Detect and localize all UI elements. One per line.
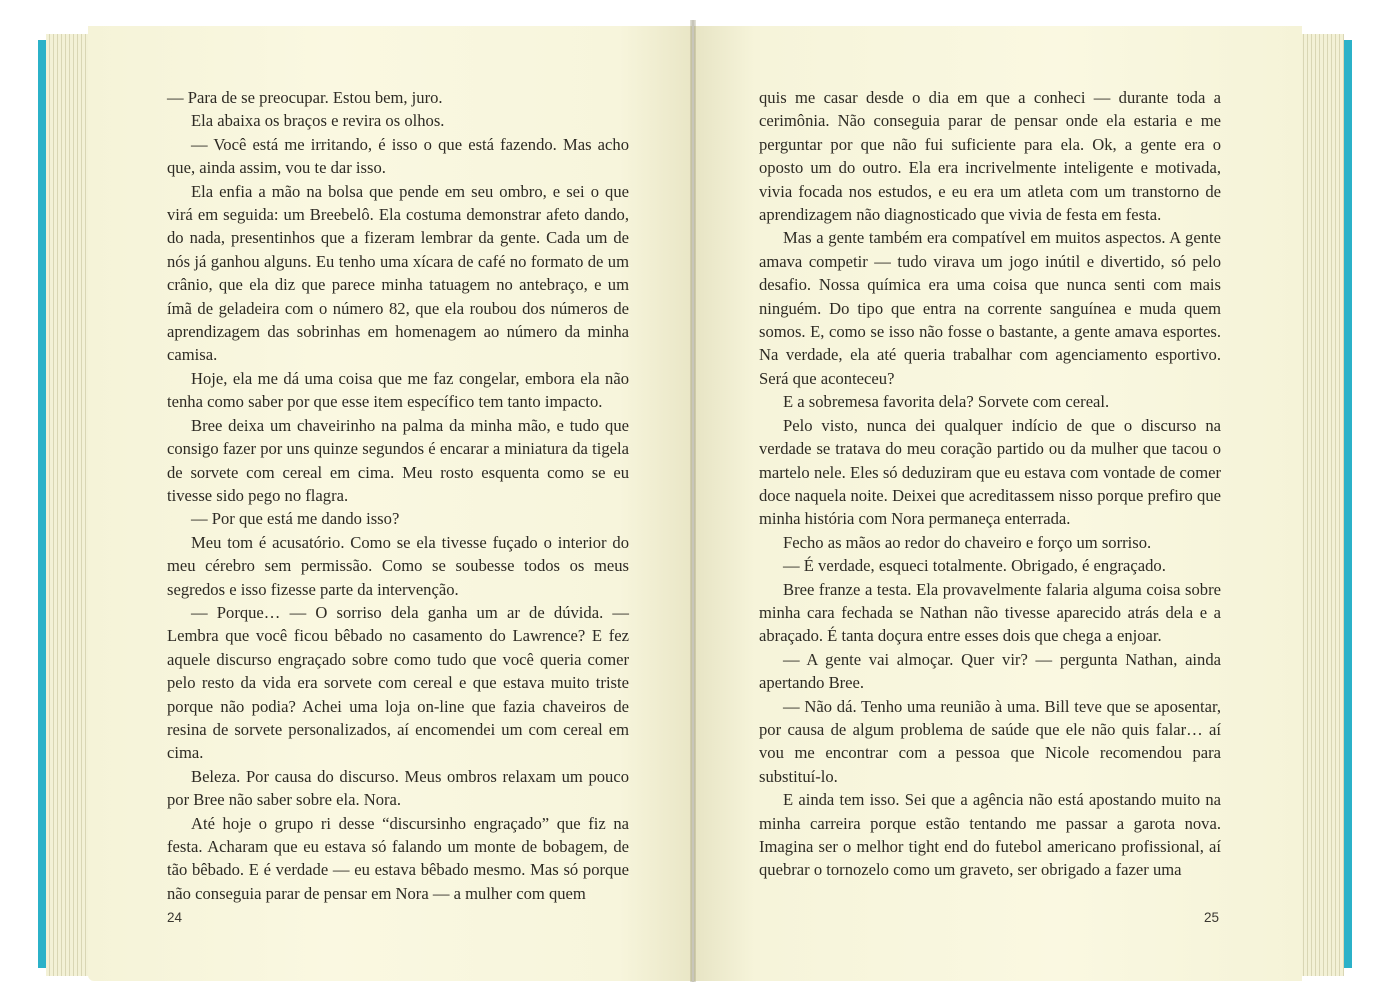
paragraph: — É verdade, esqueci totalmente. Obrigado, é engraçado. <box>783 556 1166 576</box>
paragraph: Fecho as mãos ao redor do chaveiro e forço um sorriso. <box>783 532 1152 552</box>
paragraph: — Para de se preocupar. Estou bem, juro. <box>167 88 443 107</box>
paragraph: — Porque… — O sorriso dela ganha um ar de dúvida. — Lembra que você ficou bêbado no casamento do Lawrence? E fez aquele discurso engraçado sobre como tudo que você queria comer pelo resto da vida era sorvete com cereal e que estava muito triste porque não podia? Achei uma loja on-line que fazia chaveiros de resina de sorvete personalizados, aí encomendei um com cereal em cima. <box>167 602 629 763</box>
paragraph: Ela abaixa os braços e revira os olhos. <box>191 111 445 131</box>
paragraph: Mas a gente também era compatível em muitos aspectos. A gente amava competir — tudo virava um jogo inútil e divertido, só pelo desafio. Nossa química era uma coisa que nunca senti com mais ninguém. Do tipo que entra na corrente sanguínea e muda quem somos. E, como se isso não fosse o bastante, a gente amava esportes. Na verdade, ela até queria trabalhar com agenciamento esportivo. Será que aconteceu? <box>759 228 1221 388</box>
paragraph: E a sobremesa favorita dela? Sorvete com cereal. <box>783 392 1110 412</box>
page-number-left: 24 <box>167 910 183 925</box>
page-number-right: 25 <box>1204 910 1220 925</box>
paragraph: Ela enfia a mão na bolsa que pende em seu ombro, e sei o que virá em seguida: um Breebelô. Ela costuma demonstrar afeto dando, do nada, presentinhos que a fizeram lembrar da gente. Cada um de nós já ganhou alguns. Eu tenho uma xícara de café no formato de um crânio, que ela diz que parece minha tatuagem no antebraço, e um ímã de geladeira com o número 82, que ela roubou dos números de aprendizagem das sobrinhas em homenagem ao número da minha camisa. <box>167 181 629 365</box>
paragraph: — Não dá. Tenho uma reunião à uma. Bill teve que se aposentar, por causa de algum problema de saúde que ele não quis falar… aí vou me encontrar com a pessoa que Nicole recomendou para substituí-lo. <box>759 696 1221 786</box>
book-gutter <box>690 20 696 982</box>
paragraph: Até hoje o grupo ri desse “discursinho engraçado” que fiz na festa. Acharam que eu estava só falando um monte de bobagem, de tão bêbado. E é verdade — eu estava bêbado mesmo. Mas só porque não conseguia parar de pensar em Nora — a mulher com quem <box>167 813 629 903</box>
right-cover-edge <box>1344 40 1352 968</box>
paragraph: E ainda tem isso. Sei que a agência não está apostando muito na minha carreira porque estão tentando me passar a garota nova. Imagina ser o melhor tight end do futebol americano profissional, aí quebrar o tornozelo como um graveto, ser obrigado a fazer uma <box>759 790 1221 880</box>
paragraph: — A gente vai almoçar. Quer vir? — pergunta Nathan, ainda apertando Bree. <box>759 649 1221 693</box>
paragraph: — Por que está me dando isso? <box>191 509 400 529</box>
right-page-text <box>759 86 1221 882</box>
left-page-text <box>167 86 629 905</box>
right-page-stack <box>1300 34 1344 976</box>
left-cover-edge <box>38 40 46 968</box>
paragraph: Beleza. Por causa do discurso. Meus ombros relaxam um pouco por Bree não saber sobre ela. Nora. <box>167 766 629 810</box>
paragraph: quis me casar desde o dia em que a conheci — durante toda a cerimônia. Não conseguia parar de pensar onde ela estaria e me perguntar por que não fui suficiente para ela. Ok, a gente era o oposto um do outro. Ela era incrivelmente inteligente e motivada, vivia focada nos estudos, e eu era um atleta com um transtorno de aprendizagem não diagnosticado que vivia de festa em festa. <box>759 88 1221 225</box>
paragraph: Pelo visto, nunca dei qualquer indício de que o discurso na verdade se tratava do meu coração partido ou da mulher que tacou o martelo nele. Eles só deduziram que eu estava com vontade de comer doce naquela noite. Deixei que acreditassem nisso porque prefiro que minha história com Nora permaneça enterrada. <box>759 415 1221 529</box>
paragraph: Hoje, ela me dá uma coisa que me faz congelar, embora ela não tenha como saber por que esse item específico tem tanto impacto. <box>167 368 629 412</box>
paragraph: Bree deixa um chaveirinho na palma da minha mão, e tudo que consigo fazer por uns quinze segundos é encarar a miniatura da tigela de sorvete com cereal em cima. Meu rosto esquenta como se eu tivesse sido pego no flagra. <box>167 415 629 505</box>
paragraph: Meu tom é acusatório. Como se ela tivesse fuçado o interior do meu cérebro sem permissão. Como se soubesse todos os meus segredos e isso fizesse parte da intervenção. <box>167 532 629 599</box>
paragraph: — Você está me irritando, é isso o que está fazendo. Mas acho que, ainda assim, vou te dar isso. <box>167 134 629 178</box>
left-page-stack <box>46 34 92 976</box>
paragraph: Bree franze a testa. Ela provavelmente falaria alguma coisa sobre minha cara fechada se Nathan não tivesse aparecido atrás dela e a abraçado. É tanta doçura entre esses dois que chega a enjoar. <box>759 579 1221 646</box>
